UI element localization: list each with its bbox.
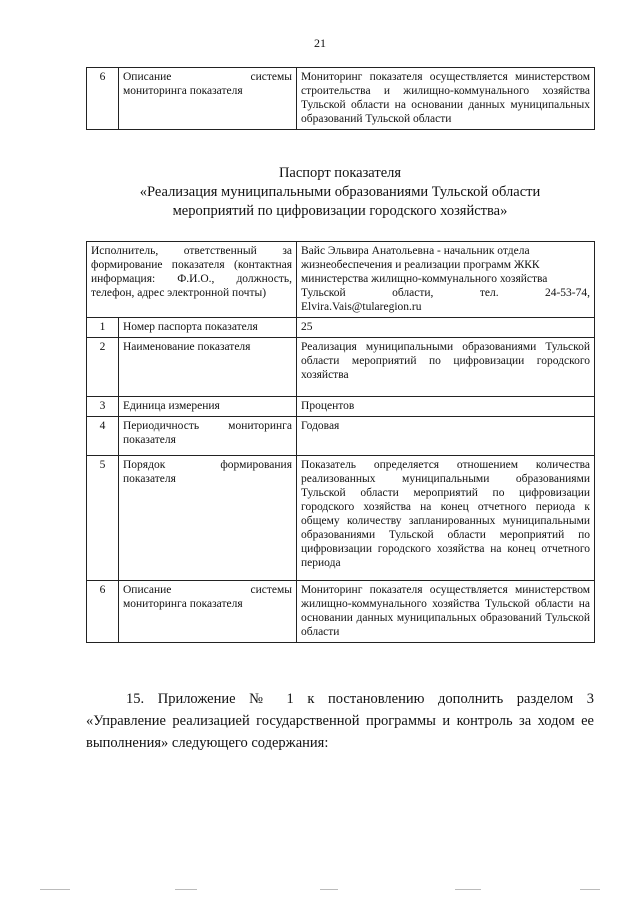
label-part: системы — [250, 71, 292, 83]
row-number: 3 — [87, 397, 119, 417]
row-number: 1 — [87, 318, 119, 338]
row-label: Периодичность мониторинга показателя — [119, 417, 297, 456]
row-value: Реализация муниципальными образованиями Тульской области мероприятий по цифровизации городского хозяйства — [297, 338, 595, 397]
row-label — [119, 68, 297, 130]
row-value: Показатель определяется отношением количества реализованных муниципальными образованиями Тульской области мероприятий по цифровизации городского хозяйства на конец отчетного периода к общему количеству запланированных муниципальными образованиями Тульской области мероприятий по цифровизации городского хозяйства на конец отчетного периода — [297, 456, 595, 581]
row-value: Годовая — [297, 417, 595, 456]
table-row — [87, 581, 595, 643]
passport-title-line: Паспорт показателя — [278, 165, 402, 181]
table-row — [87, 318, 595, 338]
row-number: 5 — [87, 456, 119, 581]
label-part: мониторинга показателя — [123, 85, 243, 97]
row-number: 2 — [87, 338, 119, 397]
row-value: Мониторинг показателя осуществляется министерством жилищно-коммунального хозяйства Тульской области на основании данных муниципальных образований Тульской области — [297, 581, 595, 643]
row-value: 25 — [297, 318, 595, 338]
scan-artifact — [580, 889, 600, 890]
executor-email: Elvira.Vais@tularegion.ru — [301, 301, 422, 313]
page-number: 21 — [314, 36, 326, 50]
row-number: 4 — [87, 417, 119, 456]
executor-value — [297, 242, 595, 318]
label-part: Описание — [123, 71, 172, 83]
row-label — [119, 581, 297, 643]
body-paragraph — [86, 688, 594, 754]
paragraph-line: 15. Приложение № 1 к постановлению дополнить разделом 3 — [126, 691, 594, 707]
passport-table — [86, 241, 595, 643]
label-part: формирования — [220, 459, 293, 471]
scan-artifact — [455, 889, 481, 890]
label-part: системы — [250, 584, 293, 596]
row-number: 6 — [87, 68, 119, 130]
label-part: мониторинга показателя — [123, 598, 243, 610]
scan-artifact — [175, 889, 197, 890]
row-value: Мониторинг показателя осуществляется министерством строительства и жилищно-коммунального хозяйства Тульской области на основании данных муниципальных образований Тульской области — [297, 68, 595, 130]
scan-artifact — [40, 889, 70, 890]
row-label: Единица измерения — [119, 397, 297, 417]
executor-value-part: тел. — [479, 287, 499, 299]
table-row — [87, 417, 595, 456]
executor-label: Исполнитель, ответственный за формирование показателя (контактная информация: Ф.И.О., должность, телефон, адрес электронной почты) — [87, 242, 297, 318]
label-part: показателя — [123, 473, 176, 485]
table-row — [87, 242, 595, 318]
executor-value-text: Вайс Эльвира Анатольевна - начальник отдела жизнеобеспечения и реализации программ ЖКК министерства жилищно-коммунального хозяйства — [301, 245, 548, 285]
label-part: Описание — [123, 584, 172, 596]
row-value: Процентов — [297, 397, 595, 417]
passport-title-line: мероприятий по цифровизации городского хозяйства» — [172, 203, 508, 219]
passport-title — [86, 164, 594, 221]
row-label: Номер паспорта показателя — [119, 318, 297, 338]
table-row — [87, 456, 595, 581]
row-label: Наименование показателя — [119, 338, 297, 397]
table-row — [87, 68, 595, 130]
label-part: Порядок — [123, 459, 166, 471]
passport-title-line: «Реализация муниципальными образованиями Тульской области — [139, 184, 541, 200]
executor-value-part: 24-53-74, — [544, 287, 591, 299]
executor-value-part: Тульской — [301, 287, 346, 299]
scan-artifact — [320, 889, 338, 890]
table-row — [87, 397, 595, 417]
paragraph-text: «Управление реализацией государственной программы и контроль за ходом ее выполнения» следующего содержания: — [86, 713, 594, 751]
table-row — [87, 338, 595, 397]
row-number: 6 — [87, 581, 119, 643]
executor-value-part: области, — [392, 287, 434, 299]
top-table — [86, 67, 595, 130]
row-label — [119, 456, 297, 581]
